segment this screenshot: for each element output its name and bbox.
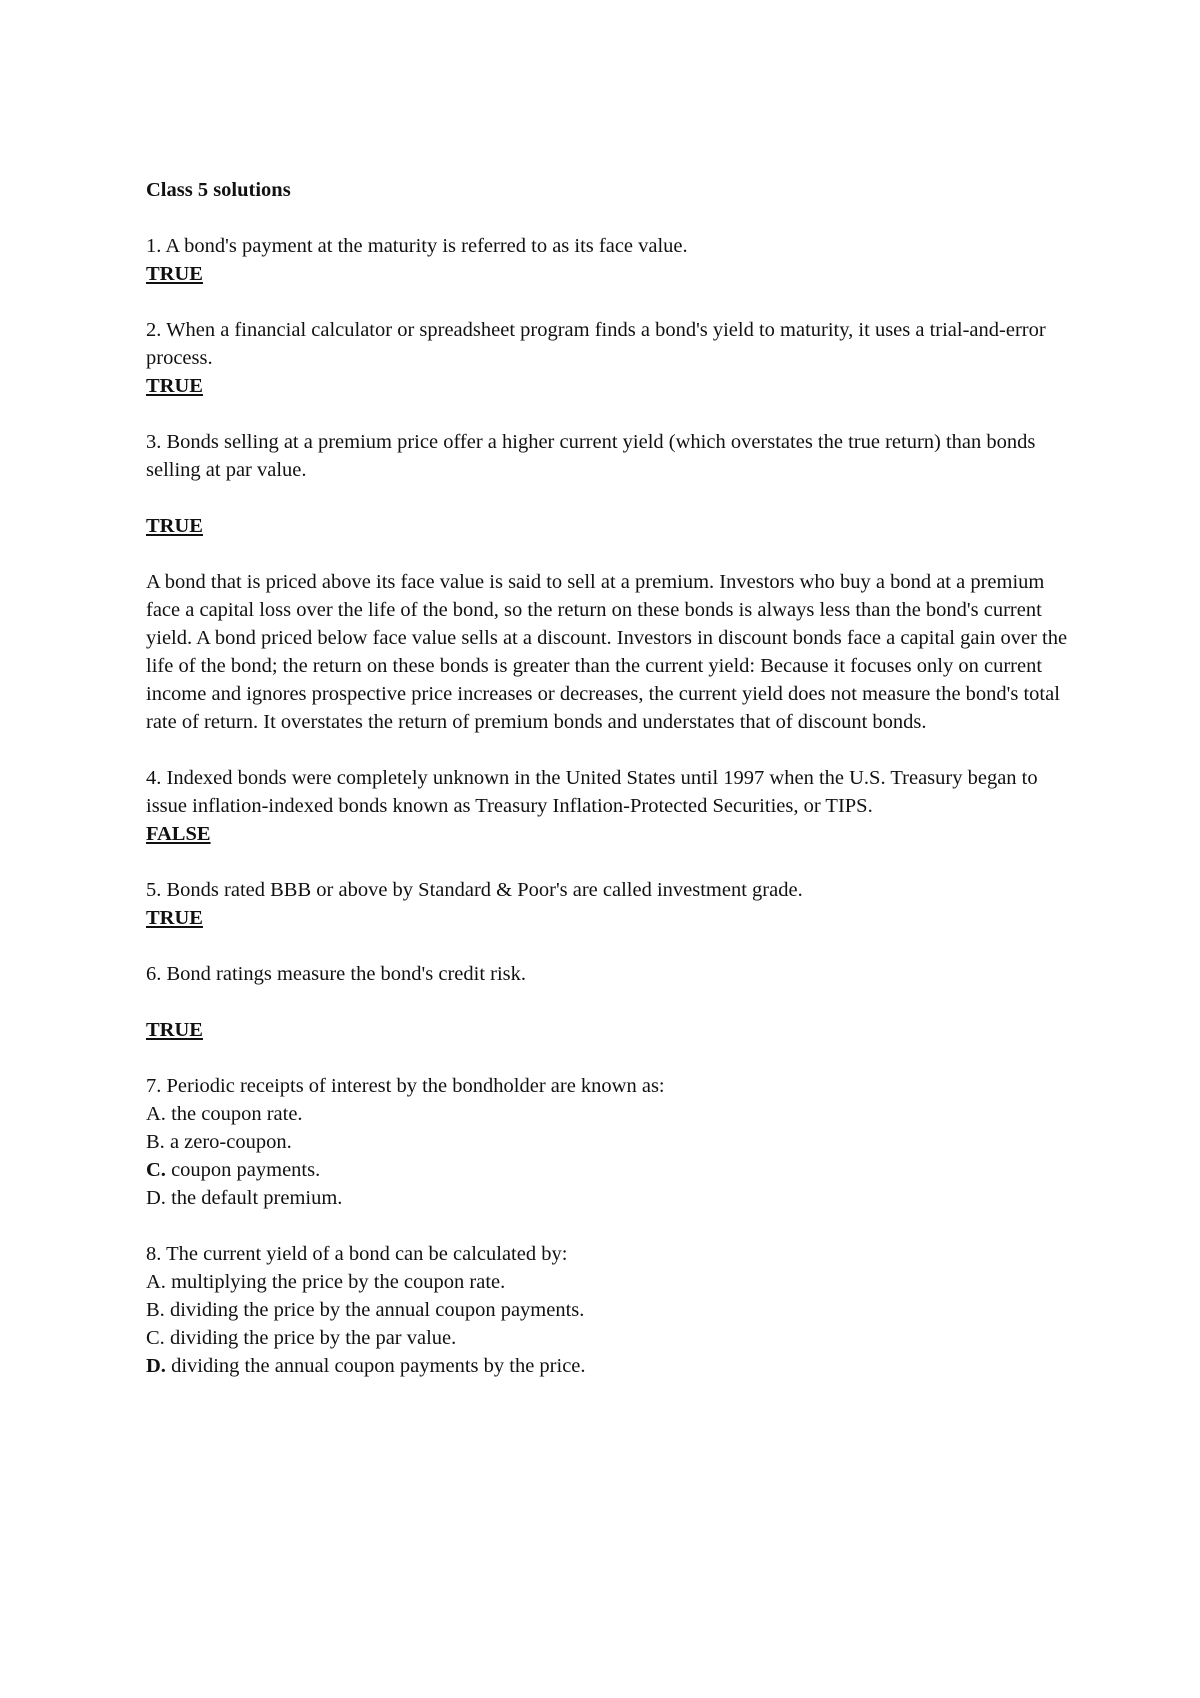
option-letter-correct: D. [146,1355,166,1377]
option-text: multiplying the price by the coupon rate. [171,1271,506,1293]
question-3-text: 3. Bonds selling at a premium price offer a higher current yield (which overstates the true return) than bonds selling at par value. [146,431,1036,481]
question-4-answer: FALSE [146,823,211,845]
option-letter: A. [146,1271,166,1293]
question-3-explanation [146,568,1076,736]
question-7-option-d [146,1184,1076,1212]
option-text: dividing the price by the annual coupon payments. [169,1299,585,1321]
option-text: the coupon rate. [171,1103,303,1125]
question-7 [146,1072,1076,1212]
option-text: dividing the price by the par value. [169,1327,457,1349]
question-8-option-b [146,1296,1076,1324]
question-8-option-c [146,1324,1076,1352]
question-7-text: 7. Periodic receipts of interest by the bondholder are known as: [146,1075,665,1097]
option-letter: C. [146,1327,165,1349]
question-7-option-c [146,1156,1076,1184]
question-5 [146,876,1076,932]
document-page [146,176,1076,1408]
option-letter: B. [146,1299,165,1321]
option-letter-correct: C. [146,1159,166,1181]
question-1-answer: TRUE [146,263,203,285]
option-text: a zero-coupon. [169,1131,292,1153]
question-7-option-b [146,1128,1076,1156]
question-8-option-d [146,1352,1076,1380]
question-4 [146,764,1076,848]
question-2 [146,316,1076,400]
question-3 [146,428,1076,540]
question-1-text: 1. A bond's payment at the maturity is referred to as its face value. [146,235,688,257]
option-text: coupon payments. [171,1159,321,1181]
option-letter: A. [146,1103,166,1125]
question-5-answer: TRUE [146,907,203,929]
question-6 [146,960,1076,1044]
question-4-text: 4. Indexed bonds were completely unknown in the United States until 1997 when the U.S. Treasury began to issue inflation-indexed bonds known as Treasury Inflation-Protected Securities, or TIPS. [146,767,1038,817]
question-2-text: 2. When a financial calculator or spreadsheet program finds a bond's yield to maturity, it uses a trial-and-error process. [146,319,1046,369]
question-1 [146,232,1076,288]
question-3-answer: TRUE [146,515,203,537]
question-6-answer: TRUE [146,1019,203,1041]
question-8-text: 8. The current yield of a bond can be calculated by: [146,1243,568,1265]
question-6-text: 6. Bond ratings measure the bond's credit risk. [146,963,527,985]
question-5-text: 5. Bonds rated BBB or above by Standard & Poor's are called investment grade. [146,879,803,901]
option-letter: B. [146,1131,165,1153]
option-text: dividing the annual coupon payments by the price. [171,1355,586,1377]
question-8 [146,1240,1076,1380]
question-8-option-a [146,1268,1076,1296]
question-7-option-a [146,1100,1076,1128]
option-text: the default premium. [171,1187,343,1209]
option-letter: D. [146,1187,166,1209]
question-2-answer: TRUE [146,375,203,397]
document-title: Class 5 solutions [146,179,291,201]
explanation-text: A bond that is priced above its face value is said to sell at a premium. Investors who buy a bond at a premium face a capital loss over the life of the bond, so the return on these bonds is always less than the bond's current yield. A bond priced below face value sells at a discount. Investors in discount bonds face a capital gain over the life of the bond; the return on these bonds is greater than the current yield: Because it focuses only on current income and ignores prospective price increases or decreases, the current yield does not measure the bond's total rate of return. It overstates the return of premium bonds and understates that of discount bonds. [146,571,1068,733]
